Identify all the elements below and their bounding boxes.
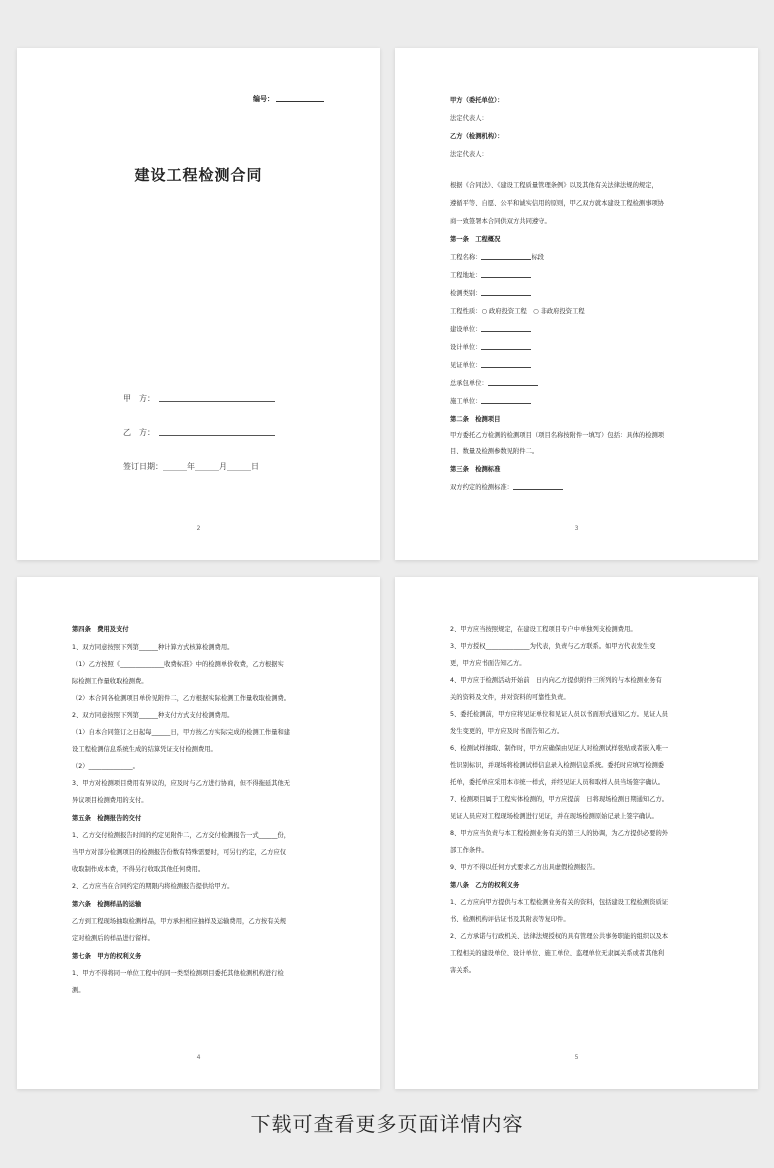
paragraph-line: 4、甲方应于检测活动开始前 日内向乙方提供附件三所列的与本检测业务有 — [450, 677, 662, 684]
field-blank — [481, 259, 531, 260]
paragraph-line: 3、甲方对检测项目费用有异议的，应及时与乙方进行协商，但不得拖延其他无 — [72, 780, 291, 787]
party-b-label: 乙 方： — [123, 428, 155, 437]
paragraph-line: 2、乙方应当在合同约定的期限内将检测报告提供给甲方。 — [72, 883, 234, 890]
page-number: 5 — [574, 1054, 579, 1061]
field-label: 工程性质： — [450, 308, 482, 315]
field-label: 检测类别： — [450, 290, 482, 297]
paragraph-line: 工程相关的建设单位、设计单位、施工单位、监理单位无隶属关系或者其他利 — [450, 950, 665, 957]
paragraph-line: 测。 — [72, 987, 85, 994]
legal-rep-b: 法定代表人： — [450, 151, 488, 158]
paragraph-line: 1、乙方交付检测报告时间的约定见附件二，乙方交付检测报告一式______份， — [72, 832, 291, 839]
field-standard — [450, 483, 714, 492]
legal-rep-a: 法定代表人： — [450, 115, 488, 122]
page-number: 4 — [196, 1054, 201, 1061]
paragraph-line: 5、委托检测前，甲方应将见证单位和见证人员以书面形式通知乙方。见证人员 — [450, 711, 669, 718]
paragraph-line: 7、检测项目属于工程实体检测的，甲方应提前 日将现场检测日期通知乙方。 — [450, 796, 669, 803]
party-b-heading: 乙方（检测机构）： — [450, 133, 504, 140]
field-blank — [513, 489, 563, 490]
intro-line: 根据《合同法》、《建设工程质量管理条例》以及其他有关法律法规的规定， — [450, 182, 658, 189]
article-heading: 第二条 检测项目 — [450, 416, 501, 423]
intro-line: 商一致签署本合同供双方共同遵守。 — [450, 218, 551, 225]
page-cover — [17, 48, 380, 560]
party-b-line — [123, 427, 275, 438]
field-suffix: 标段 — [531, 254, 545, 261]
download-more-caption: 下载可查看更多页面详情内容 — [250, 1112, 524, 1136]
field-designer — [450, 343, 714, 352]
page-body — [450, 625, 714, 975]
page-body — [72, 625, 336, 995]
field-blank — [481, 331, 531, 332]
field-project-name — [450, 253, 714, 262]
paragraph-line: 收取制作成本费，不得另行收取其他任何费用。 — [72, 866, 205, 873]
field-witness — [450, 361, 714, 370]
paragraph-line: 2、甲方应当按照规定，在建设工程项目专户中单独列支检测费用。 — [450, 626, 637, 633]
paragraph-line: 书、检测机构评估证书及其附表等复印件。 — [450, 916, 570, 923]
field-label: 施工单位： — [450, 398, 482, 405]
article-heading: 第五条 检测报告的交付 — [72, 815, 142, 822]
paragraph-line: （1）自本合同签订之日起每______日，甲方按乙方实际完成的检测工作量和建 — [72, 729, 291, 736]
paragraph-line: 8、甲方应当负责与本工程检测业务有关的第三人的协调，为乙方提供必要的外 — [450, 830, 669, 837]
field-label: 设计单位： — [450, 344, 482, 351]
paragraph-line: 当甲方对部分检测项目的检测报告份数有特殊需要时，可另行约定，乙方应仅 — [72, 849, 287, 856]
field-blank — [481, 277, 531, 278]
contract-title: 建设工程检测合同 — [134, 166, 263, 184]
option-nongov-label: 非政府投资工程 — [540, 308, 585, 315]
paragraph-line: 1、乙方应向甲方提供与本工程检测业务有关的资料，包括建设工程检测资质证 — [450, 899, 669, 906]
paragraph-line: 定对检测后的样品进行留样。 — [72, 935, 154, 942]
paragraph-line: 际检测工作量收取检测费。 — [72, 678, 148, 685]
field-project-address — [450, 271, 714, 280]
paragraph-line: 9、甲方不得以任何方式要求乙方出具虚假检测报告。 — [450, 864, 599, 871]
paragraph-line: 3、甲方授权______________为代表，负责与乙方联系。如甲方代表发生变 — [450, 643, 656, 650]
paragraph-line: （2）本合同各检测项目单价见附件二，乙方根据实际检测工作量收取检测费。 — [72, 695, 291, 702]
paragraph-line: （1）乙方按照《______________收费标准》中的检测单价收费，乙方根据实 — [72, 661, 284, 668]
paragraph-line: 设工程检测信息系统生成的结算凭证支付检测费用。 — [72, 746, 217, 753]
page-number: 3 — [574, 525, 579, 532]
option-gov-label: 政府投资工程 — [488, 308, 527, 315]
paragraph-line: 2、双方同意按照下列第______种支付方式支付检测费用。 — [72, 712, 234, 719]
paragraph-line: 部工作条件。 — [450, 847, 488, 854]
page-number: 2 — [196, 525, 201, 532]
sign-date: 签订日期：______年______月______日 — [123, 462, 259, 471]
field-label: 总承包单位： — [450, 380, 488, 387]
field-label: 建设单位： — [450, 326, 482, 333]
radio-icon[interactable]: ○ — [481, 308, 489, 315]
paragraph-line: 2、乙方承诺与行政机关、法律法规授权的具有管理公共事务职能的组织以及本 — [450, 933, 669, 940]
paragraph-line: 托单，委托单应采用本市统一样式，并经见证人员和取样人员当场签字确认。 — [450, 779, 665, 786]
paragraph-line: （2）______________。 — [72, 763, 139, 770]
article-heading: 第七条 甲方的权利义务 — [72, 953, 142, 960]
paragraph-line: 关的资料及文件，并对资料的可靠性负责。 — [450, 694, 570, 701]
page-body — [450, 96, 714, 492]
party-a-line — [123, 393, 275, 404]
field-builder — [450, 325, 714, 334]
field-blank — [481, 367, 531, 368]
party-a-blank — [159, 401, 275, 402]
paragraph-line: 甲方委托乙方检测的检测项目（项目名称按附件一填写）包括：具体的检测项 — [450, 432, 665, 439]
paragraph-line: 发生变更的，甲方应及时书面告知乙方。 — [450, 728, 564, 735]
article-heading: 第四条 费用及支付 — [72, 626, 129, 633]
paragraph-line: 见证人员应对工程现场检测进行见证，并在现场检测原始记录上签字确认。 — [450, 813, 658, 820]
party-a-label: 甲 方： — [123, 394, 155, 403]
intro-line: 遵循平等、自愿、公平和诚实信用的原则，甲乙双方就本建设工程检测事项协 — [450, 200, 665, 207]
field-test-type — [450, 289, 714, 298]
serial-blank — [276, 101, 324, 102]
radio-icon[interactable]: ○ — [526, 308, 541, 315]
field-blank — [481, 295, 531, 296]
paragraph-line: 目、数量及检测参数见附件二。 — [450, 448, 539, 455]
article-heading: 第三条 检测标准 — [450, 466, 501, 473]
paragraph-line: 更，甲方应书面告知乙方。 — [450, 660, 526, 667]
field-blank — [481, 349, 531, 350]
party-b-blank — [159, 435, 275, 436]
paragraph-line: 6、检测试样抽取、制作时，甲方应确保由见证人对检测试样张贴或者嵌入唯一 — [450, 745, 669, 752]
field-label: 见证单位： — [450, 362, 482, 369]
field-blank — [488, 385, 538, 386]
field-blank — [481, 403, 531, 404]
article-heading: 第六条 检测样品的运输 — [72, 901, 142, 908]
article-heading: 第八条 乙方的权利义务 — [450, 882, 520, 889]
party-a-heading: 甲方（委托单位）： — [450, 97, 504, 104]
article-heading: 第一条 工程概况 — [450, 236, 501, 243]
field-construction — [450, 397, 714, 406]
serial-number-field — [253, 94, 324, 104]
paragraph-line: 性识别标识，并现场将检测试样信息录入检测信息系统。委托时应填写检测委 — [450, 762, 665, 769]
paragraph-line: 1、双方同意按照下列第______种计算方式核算检测费用。 — [72, 644, 234, 651]
paragraph-line: 1、甲方不得将同一单位工程中的同一类型检测项目委托其他检测机构进行检 — [72, 970, 284, 977]
field-project-nature — [450, 307, 714, 316]
page-5 — [395, 577, 758, 1089]
field-label: 工程名称： — [450, 254, 482, 261]
serial-label: 编号： — [253, 95, 274, 103]
field-label: 工程地址： — [450, 272, 482, 279]
paragraph-line: 乙方到工程现场抽取检测样品，甲方承担相应抽样及运输费用，乙方按有关规 — [72, 918, 287, 925]
paragraph-line: 异议项目检测费用的支付。 — [72, 797, 148, 804]
page-4 — [17, 577, 380, 1089]
paragraph-line: 害关系。 — [450, 967, 476, 974]
page-3 — [395, 48, 758, 560]
field-contractor — [450, 379, 714, 388]
field-label: 双方约定的检测标准： — [450, 484, 513, 491]
